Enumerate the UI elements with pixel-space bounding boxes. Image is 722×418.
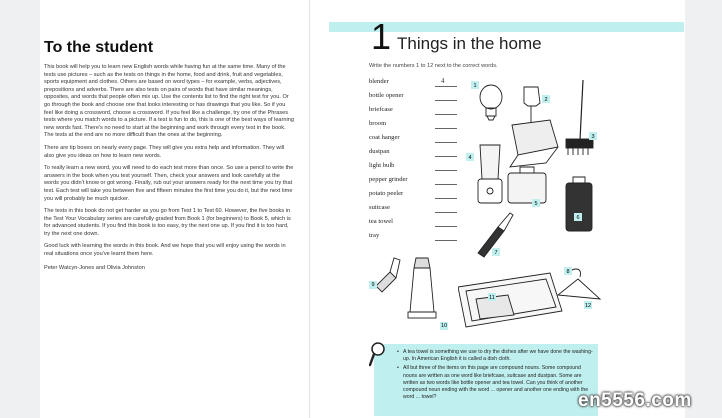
unit-title: Things in the home <box>397 34 542 53</box>
bottle-opener-tool-drawing <box>376 258 400 292</box>
word-label: broom <box>369 120 387 127</box>
word-item <box>369 190 459 204</box>
word-label: pepper grinder <box>369 176 408 183</box>
answer-line[interactable] <box>435 86 457 87</box>
answer-line[interactable] <box>435 198 457 199</box>
picture-number-badge <box>488 293 496 301</box>
magnifier-icon <box>369 341 389 367</box>
picture-number-badge-10 <box>440 322 448 330</box>
left-page <box>44 38 294 277</box>
svg-text:5: 5 <box>534 201 538 207</box>
page-heading: To the student <box>44 39 154 56</box>
word-item <box>369 176 459 190</box>
word-label: tea towel <box>369 218 393 225</box>
picture-number-badge-9 <box>369 281 377 289</box>
answer-line[interactable] <box>435 240 457 241</box>
badge-label: 9 <box>371 282 375 288</box>
word-list <box>369 78 459 246</box>
word-item <box>369 204 459 218</box>
word-label: tray <box>369 232 380 239</box>
answer-line[interactable] <box>435 170 457 171</box>
briefcase-drawing <box>508 167 546 203</box>
svg-text:11: 11 <box>489 295 495 301</box>
intro-paragraph: This book will help you to learn new English words while having fun at the same time. Many of the tests use pictures – such as the tests on things in the home, food and drink, fruit and vegetables, sports equipment and clothes. Others are based on word types – for example, verbs, adjectives, prepositions and adverbs. There are also tests on pairs of words that have similar meanings, opposites, and words that people often mix up. Use the contents list to find the right test for you. Or go through the book and choose one that looks interesting or has drawings that you like. So if you feel like doing a crossword, choose a crossword. If you feel like a challenge, try one of the Phrases tests where you match words to a picture. If a test is fun to do, this is one of the best ways of learning new words fast. There's no need to start at the beginning and work through every test in the book. The tests at the end are no more difficult than the ones at the beginning. <box>44 64 294 139</box>
word-item <box>369 92 459 106</box>
tip-item: • A tea towel is something we use to dry the dishes after we have done the washing-up. In American English it is called a dish cloth. <box>397 349 595 363</box>
word-label: blender <box>369 78 389 85</box>
word-label: suitcase <box>369 204 390 211</box>
answer-line[interactable] <box>435 100 457 101</box>
word-item <box>369 120 459 134</box>
svg-text:3: 3 <box>591 134 595 140</box>
picture-number-badge <box>471 81 479 89</box>
light-bulb-drawing <box>480 85 502 120</box>
picture-number-badge <box>584 301 592 309</box>
answer-value: 4 <box>441 77 445 85</box>
word-label: coat hanger <box>369 134 400 141</box>
answer-line[interactable] <box>435 114 457 115</box>
word-label: light bulb <box>369 162 395 169</box>
pepper-grinder-tool-drawing <box>408 258 436 318</box>
tray-drawing <box>458 270 566 337</box>
word-label: dustpan <box>369 148 390 155</box>
word-item <box>369 162 459 176</box>
word-label: briefcase <box>369 106 393 113</box>
svg-text:2: 2 <box>544 97 548 103</box>
dustpan-drawing <box>510 120 558 167</box>
word-item <box>369 232 459 246</box>
picture-number-badge <box>542 95 550 103</box>
broom-drawing <box>566 80 593 155</box>
answer-line[interactable] <box>435 184 457 185</box>
word-item <box>369 106 459 120</box>
learning-paragraph: To really learn a new word, you will need to do each test more than once. So use a pencil to write the answers in the book when you test yourself. Then, check your answers and look carefully at the words you didn't know or got wrong. Finally, rub out your answers ready for the next time you try that test. Each test will take you between five and fifteen minutes the first time you do it, but the next time you will probably be much quicker. <box>44 165 294 202</box>
word-item <box>369 134 459 148</box>
svg-text:7: 7 <box>494 250 498 256</box>
exercise-instruction: Write the numbers 1 to 12 next to the correct words. <box>369 63 498 69</box>
picture-number-badge <box>466 153 474 161</box>
tip-list <box>397 349 595 403</box>
answer-line[interactable] <box>435 142 457 143</box>
svg-text:12: 12 <box>584 303 592 309</box>
word-label: bottle opener <box>369 92 404 99</box>
blender-drawing <box>478 145 502 203</box>
watermark: en5556.com <box>578 390 692 411</box>
household-items-illustration <box>458 75 608 337</box>
svg-text:1: 1 <box>473 83 477 89</box>
tips-paragraph: There are tip boxes on nearly every page. They will give you extra help and information. They will also give you ideas on how to learn new words. <box>44 144 285 159</box>
word-item <box>369 78 459 92</box>
author-signature: Peter Watcyn-Jones and Olivia Johnston <box>44 264 145 271</box>
unit-number: 1 <box>371 16 392 57</box>
svg-text:8: 8 <box>566 269 570 275</box>
picture-number-badge <box>574 213 582 221</box>
word-label: potato peeler <box>369 190 404 197</box>
picture-number-badge <box>564 267 572 275</box>
bottle-opener-drawing <box>524 87 540 123</box>
answer-line[interactable] <box>435 212 457 213</box>
badge-label: 10 <box>440 323 448 329</box>
tip-item: • All but three of the items on this page are compound nouns. Some compound nouns are written as one word like briefcase, suitcase and dustpan. Some are written as two words like bottle opener and tea towel. Can you think of another compound noun ending with the word ... opener and another one ending with the word ... towel? <box>397 365 595 401</box>
word-item <box>369 148 459 162</box>
answer-line[interactable] <box>435 226 457 227</box>
answer-line[interactable] <box>435 156 457 157</box>
picture-number-badge <box>532 199 540 207</box>
picture-number-badge <box>492 248 500 256</box>
page-gutter <box>309 0 310 418</box>
closing-paragraph: Good luck with learning the words in this book. And we hope that you will enjoy using the words in real situations once you've learnt them here. <box>44 243 286 258</box>
svg-text:4: 4 <box>468 155 472 161</box>
svg-text:6: 6 <box>576 215 580 221</box>
picture-number-badge <box>589 132 597 140</box>
levels-paragraph: The tests in this book do not get harder as you go from Test 1 to Test 60. However, the five books in the Test Your Vocabulary series are carefully graded from Book 1 (for beginners) to Book 5, which is for advanced students. If you find this book is too easy, try the next one up. If you find it is too hard, try the next one down. <box>44 208 291 237</box>
answer-line[interactable] <box>435 128 457 129</box>
suitcase-drawing <box>566 177 592 231</box>
word-item <box>369 218 459 232</box>
